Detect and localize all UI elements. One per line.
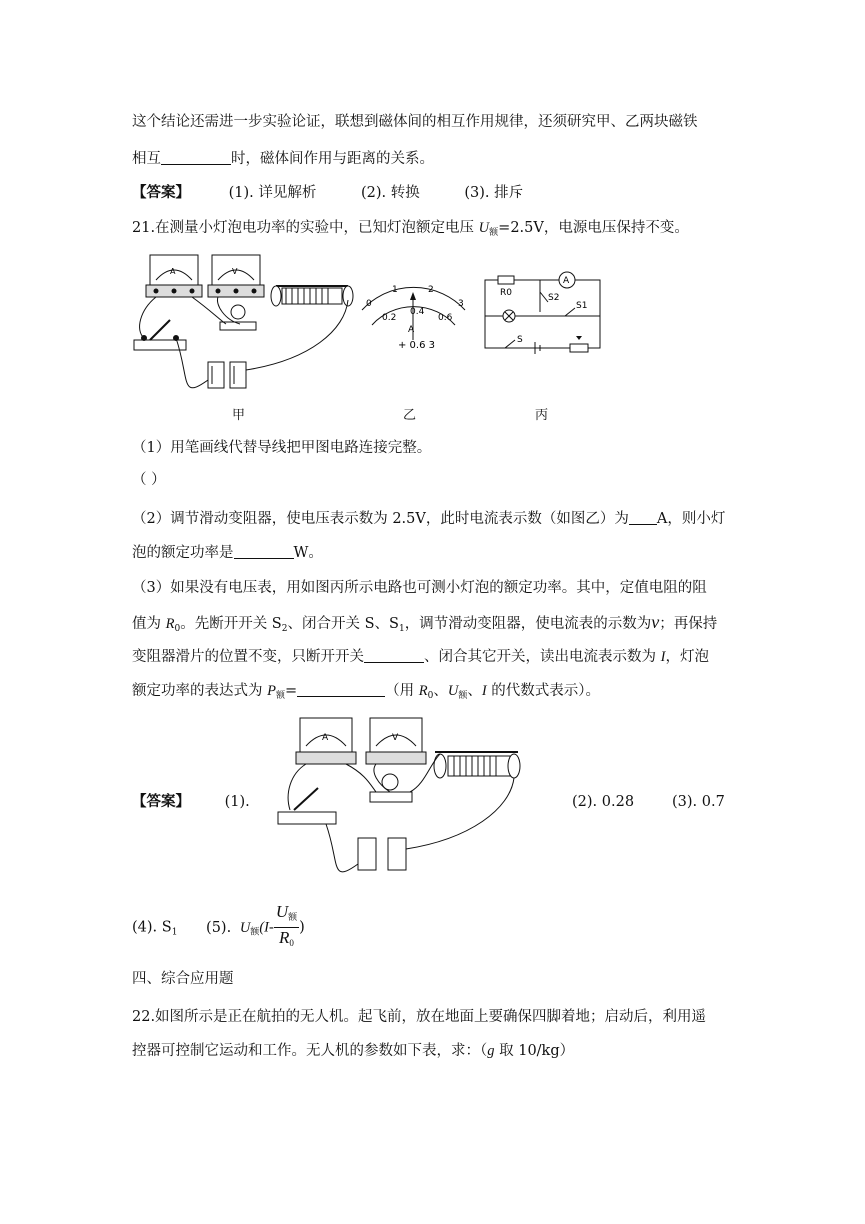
svg-text:V: V xyxy=(232,267,238,276)
dial-unit: A xyxy=(408,325,415,335)
bulb-device xyxy=(220,305,256,330)
answer-blank[interactable] xyxy=(161,150,231,165)
section-4-heading: 四、综合应用题 xyxy=(132,971,234,987)
svg-text:A: A xyxy=(322,733,329,743)
scale-bottom-3: 0.6 xyxy=(438,313,453,323)
answer-circuit-figure xyxy=(270,714,530,889)
part-2-line-1: （2）调节滑动变阻器，使电压表示数为 2.5V，此时电流表示数（如图乙）为 A，则小灯 xyxy=(132,511,726,527)
part-1-answer: （ ） xyxy=(132,472,166,488)
wire xyxy=(246,300,348,370)
ammeter-dial xyxy=(362,285,465,351)
rheostat-device xyxy=(271,286,353,306)
voltmeter-device xyxy=(208,255,264,297)
part-3-line-2: 值为 $R_0$。先断开开关 $S_2$、闭合开关 S、$S_1$，调节滑动变阻器，使电流表的示数为v；再保持 xyxy=(132,612,718,634)
scale-top-3: 3 xyxy=(458,299,464,309)
scale-bottom-1: 0.2 xyxy=(382,313,397,323)
label-r0: R0 xyxy=(500,288,512,298)
label-s2: S2 xyxy=(548,293,560,303)
answer-21-part-2: (2). 0.28 xyxy=(572,794,635,810)
label-s: S xyxy=(517,335,523,345)
caption-bing: 丙 xyxy=(535,408,549,423)
circuit-diagram xyxy=(485,272,600,354)
question-22-line-2: 控器可控制它运动和工作。无人机的参数如下表，求：（g 取 10/kg） xyxy=(132,1043,575,1059)
scale-top-2: 2 xyxy=(428,285,434,295)
part-2-line-2: 泡的额定功率是 W。 xyxy=(132,545,323,561)
formula-fraction: $\frac{U_额}{R_0}$ xyxy=(275,902,298,948)
svg-text:A: A xyxy=(170,267,176,276)
scale-bottom-2: 0.4 xyxy=(410,307,425,317)
label-ammeter: A xyxy=(563,276,570,286)
answer-20: 【答案】 (1). 详见解析 (2). 转换 (3). 排斥 xyxy=(132,184,524,201)
svg-text:V: V xyxy=(392,733,399,743)
answer-21-line-1: 【答案】 (1). xyxy=(132,793,250,810)
part-3-line-1: （3）如果没有电压表，用如图丙所示电路也可测小灯泡的额定功率。其中，定值电阻的阻 xyxy=(132,580,707,596)
answer-blank[interactable] xyxy=(297,682,385,697)
experiment-figures xyxy=(130,250,610,405)
battery-device xyxy=(208,362,246,388)
answer-blank[interactable] xyxy=(234,544,294,559)
text-line-1: 这个结论还需进一步实验论证，联想到磁体间的相互作用规律，还须研究甲、乙两块磁铁 xyxy=(132,114,698,130)
part-1: （1）用笔画线代替导线把甲图电路连接完整。 xyxy=(132,440,432,456)
caption-jia: 甲 xyxy=(232,408,246,423)
answer-21-part-3: (3). 0.7 xyxy=(672,794,725,810)
wire xyxy=(140,297,156,338)
dial-terminals: + 0.6 3 xyxy=(398,340,436,351)
label-s1: S1 xyxy=(576,301,588,311)
answer-blank[interactable] xyxy=(364,648,424,663)
text-line-2: 相互 时，磁体间作用与距离的关系。 xyxy=(132,151,434,167)
question-22-line-1: 22.如图所示是正在航拍的无人机。起飞前，放在地面上要确保四脚着地；启动后，利用遥 xyxy=(132,1009,707,1025)
caption-yi: 乙 xyxy=(403,408,417,423)
question-21: 21.在测量小灯泡电功率的实验中，已知灯泡额定电压 $U_额=2.5V$，电源电压保持不变。 xyxy=(132,220,689,238)
answer-blank[interactable] xyxy=(629,510,657,525)
scale-top-1: 1 xyxy=(392,285,398,295)
scale-top-0: 0 xyxy=(366,299,372,309)
answer-21-line-2: (4). $S_1$ (5). $U_额(I-$ $\frac{U_额}{R_0}$ ) xyxy=(132,902,305,946)
part-3-line-4: 额定功率的表达式为 $P_额=$ （用 $R_0$、$U_额$、I 的代数式表示）。 xyxy=(132,683,601,701)
part-3-line-3: 变阻器滑片的位置不变，只断开开关 、闭合其它开关，读出电流表示数为 I，灯泡 xyxy=(132,649,709,665)
ammeter-device xyxy=(146,255,202,297)
